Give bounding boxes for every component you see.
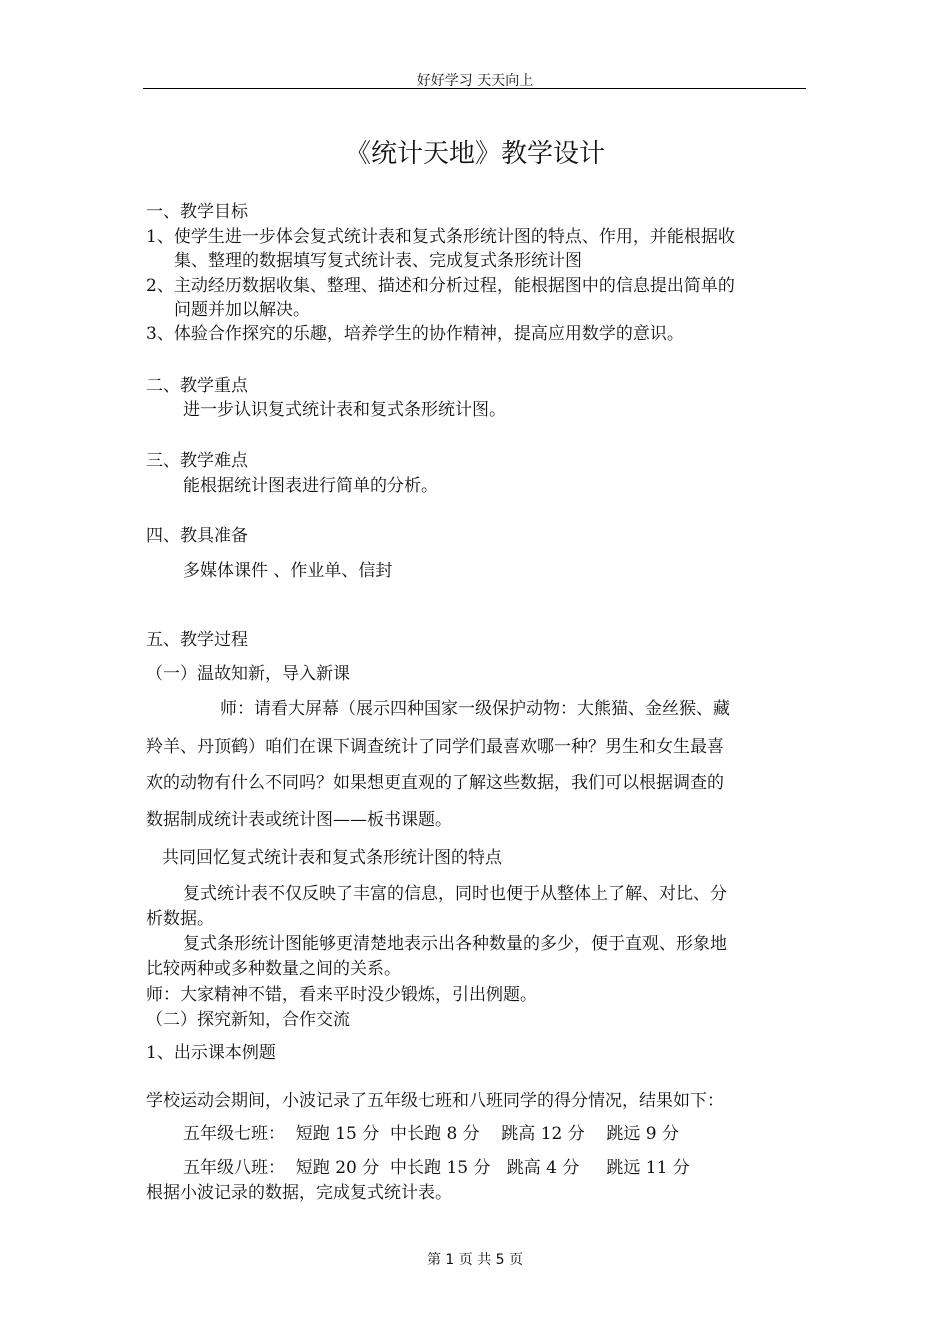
section-heading-difficulties: 三、教学难点 (146, 451, 248, 471)
subsection-heading-review: （一）温故知新，导入新课 (146, 664, 350, 684)
difficulties-text: 能根据统计图表进行简单的分析。 (183, 476, 438, 496)
teacher-intro-line-3: 欢的动物有什么不同吗？如果想更直观的了解这些数据，我们可以根据调查的 (146, 773, 724, 793)
document-title: 《统计天地》教学设计 (344, 139, 605, 169)
page-footer: 第 1 页 共 5 页 (426, 1252, 524, 1268)
teacher-transition-text: 师：大家精神不错，看来平时没少锻炼，引出例题。 (146, 985, 537, 1005)
compound-table-desc-line-1: 复式统计表不仅反映了丰富的信息，同时也便于从整体上了解、对比、分 (183, 884, 727, 904)
page-header: 好好学习 天天向上 (416, 73, 534, 89)
key-points-text: 进一步认识复式统计表和复式条形统计图。 (183, 400, 506, 420)
compound-table-desc-line-2: 析数据。 (146, 909, 214, 929)
goal-3: 3、体验合作探究的乐趣，培养学生的协作精神，提高应用数学的意识。 (146, 324, 684, 344)
example-heading: 1、出示课本例题 (146, 1043, 276, 1063)
teacher-intro-line-1: 师：请看大屏幕（展示四种国家一级保护动物：大熊猫、金丝猴、藏 (220, 699, 730, 719)
header-divider (143, 88, 806, 89)
goal-2-line-2: 问题并加以解决。 (174, 300, 310, 320)
goal-2-line-1: 2、主动经历数据收集、整理、描述和分析过程，能根据图中的信息提出简单的 (146, 276, 735, 296)
section-heading-key-points: 二、教学重点 (146, 376, 248, 396)
compound-bar-desc-line-1: 复式条形统计图能够更清楚地表示出各种数量的多少，便于直观、形象地 (183, 934, 727, 954)
goal-1-line-1: 1、使学生进一步体会复式统计表和复式条形统计图的特点、作用，并能根据收 (146, 227, 735, 247)
class-8-scores: 五年级八班： 短跑 20 分 中长跑 15 分 跳高 4 分 跳远 11 分 (183, 1158, 690, 1178)
section-heading-materials: 四、教具准备 (146, 526, 248, 546)
class-7-scores: 五年级七班： 短跑 15 分 中长跑 8 分 跳高 12 分 跳远 9 分 (183, 1124, 679, 1144)
recall-features-text: 共同回忆复式统计表和复式条形统计图的特点 (162, 848, 502, 868)
section-heading-goals: 一、教学目标 (146, 202, 248, 222)
subsection-heading-explore: （二）探究新知，合作交流 (146, 1010, 350, 1030)
example-intro-text: 学校运动会期间，小波记录了五年级七班和八班同学的得分情况，结果如下： (146, 1091, 724, 1111)
teacher-intro-line-2: 羚羊、丹顶鹤）咱们在课下调查统计了同学们最喜欢哪一种？男生和女生最喜 (146, 737, 724, 757)
materials-text: 多媒体课件 、作业单、信封 (183, 561, 393, 581)
section-heading-process: 五、教学过程 (146, 630, 248, 650)
compound-bar-desc-line-2: 比较两种或多种数量之间的关系。 (146, 959, 401, 979)
example-instruction-text: 根据小波记录的数据，完成复式统计表。 (146, 1183, 452, 1203)
teacher-intro-line-4: 数据制成统计表或统计图——板书课题。 (146, 810, 452, 830)
goal-1-line-2: 集、整理的数据填写复式统计表、完成复式条形统计图 (174, 251, 582, 271)
